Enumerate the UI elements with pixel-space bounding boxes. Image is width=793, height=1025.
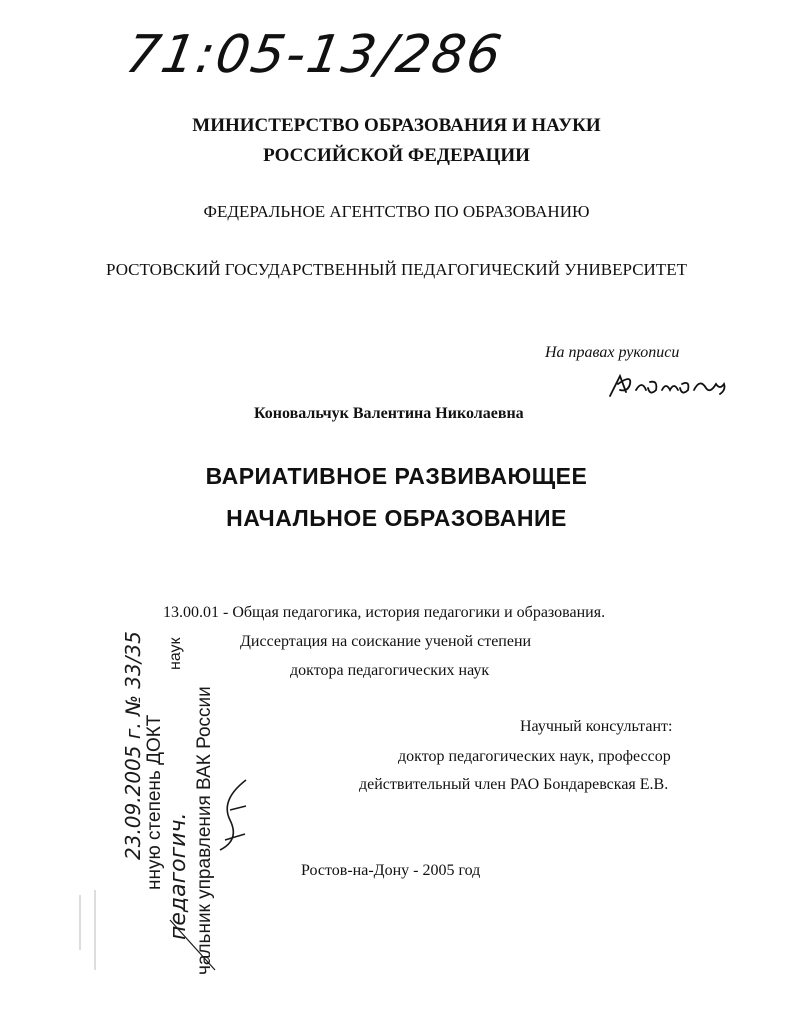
author-signature: [606, 370, 736, 402]
stamp-line-1: чальник управления ВАК России: [194, 686, 215, 975]
stamp-handwritten-field: педагогич.: [166, 812, 191, 940]
dissertation-purpose: Диссертация на соискание ученой степени: [240, 633, 532, 650]
agency-name: ФЕДЕРАЛЬНОЕ АГЕНТСТВО ПО ОБРАЗОВАНИЮ: [203, 202, 590, 221]
ministry-line-1: МИНИСТЕРСТВО ОБРАЗОВАНИЯ И НАУКИ: [192, 115, 601, 136]
manuscript-rights-label: На правах рукописи: [545, 344, 680, 361]
handwritten-registry-code: [121, 14, 508, 88]
specialty-code: 13.00.01 - Общая педагогика, история педагогики и образования.: [163, 604, 606, 621]
city-year: Ростов-на-Дону - 2005 год: [301, 862, 481, 879]
advisor-membership: действительный член РАО Бондаревская Е.В.: [359, 776, 669, 793]
advisor-label: Научный консультант:: [520, 718, 673, 735]
handwritten-code-drawing: [121, 14, 508, 88]
stamp-line-2: нную степень ДОКТ: [144, 714, 165, 890]
dissertation-title-line-2: НАЧАЛЬНОЕ ОБРАЗОВАНИЕ: [226, 505, 567, 531]
dissertation-title-line-1: ВАРИАТИВНОЕ РАЗВИВАЮЩЕЕ: [205, 463, 588, 489]
vak-approval-stamp: [60, 590, 270, 980]
stamp-handwritten-date: 23.09.2005 г. № 33/35: [121, 631, 145, 860]
author-name: Коновальчук Валентина Николаевна: [254, 405, 524, 422]
stamp-line-3: наук: [167, 637, 184, 670]
signature-drawing: [606, 370, 736, 402]
advisor-title: доктор педагогических наук, профессор: [398, 748, 671, 765]
academic-degree: доктора педагогических наук: [290, 662, 490, 679]
handwritten-code-text: 71:05-13/286: [121, 24, 508, 85]
university-name: РОСТОВСКИЙ ГОСУДАРСТВЕННЫЙ ПЕДАГОГИЧЕСКИЙ УНИВЕРСИТЕТ: [106, 260, 687, 279]
stamp-drawing: [60, 590, 270, 980]
ministry-line-2: РОССИЙСКОЙ ФЕДЕРАЦИИ: [263, 145, 530, 166]
